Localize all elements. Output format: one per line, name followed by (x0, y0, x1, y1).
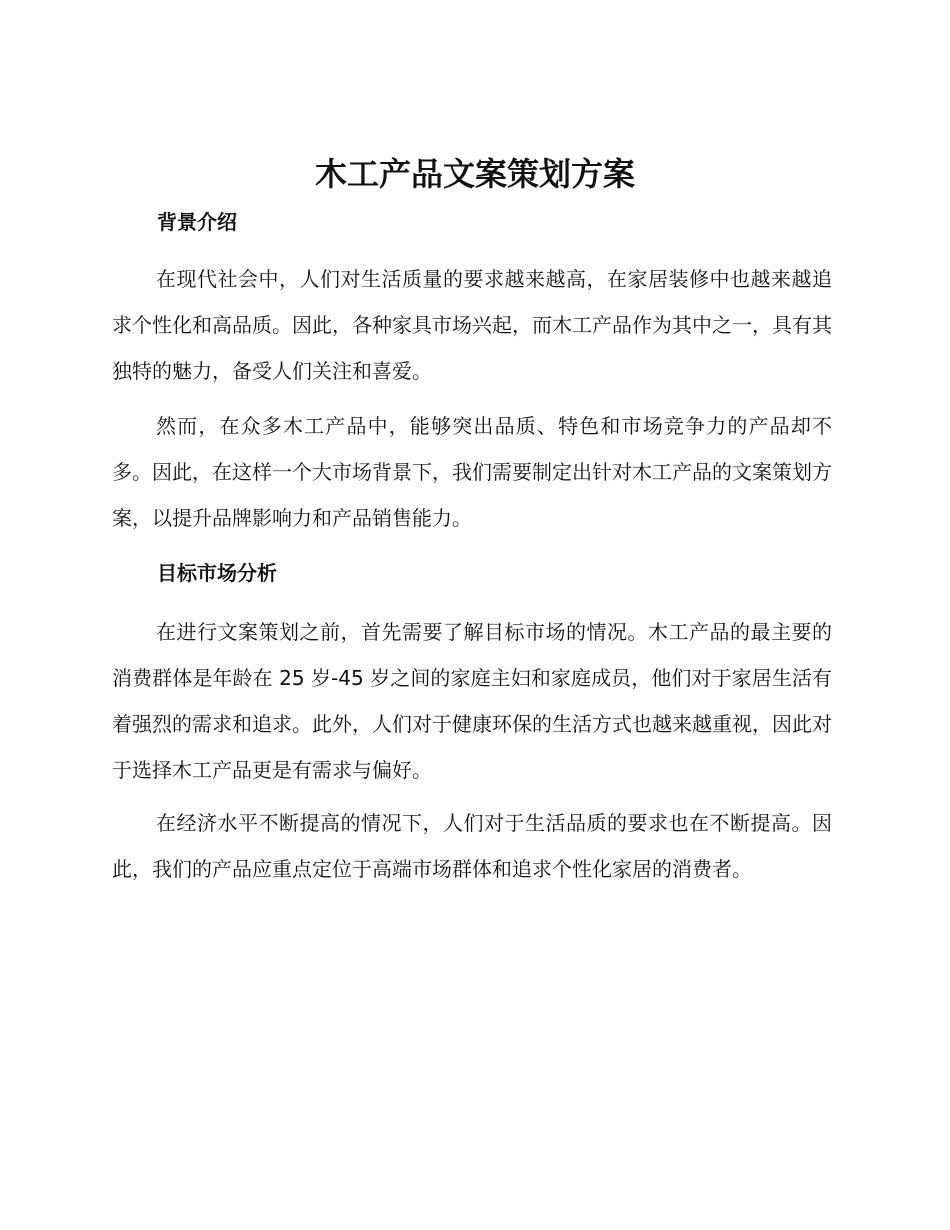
document-title: 木工产品文案策划方案 (314, 155, 635, 193)
paragraph-market-2: 在经济水平不断提高的情况下，人们对于生活品质的要求也在不断提高。因此，我们的产品应重点定位于高端市场群体和追求个性化家居的消费者。 (112, 811, 832, 881)
paragraph-market-1: 在进行文案策划之前，首先需要了解目标市场的情况。木工产品的最主要的消费群体是年龄在 25 岁-45 岁之间的家庭主妇和家庭成员，他们对于家居生活有着强烈的需求和追求。此外，人们对于健康环保的生活方式也越来越重视，因此对于选择木工产品更是有需求与偏好。 (112, 620, 832, 782)
paragraph-background-1: 在现代社会中，人们对生活质量的要求越来越高，在家居装修中也越来越追求个性化和高品质。因此，各种家具市场兴起，而木工产品作为其中之一，具有其独特的魅力，备受人们关注和喜爱。 (112, 267, 832, 383)
section-heading-market: 目标市场分析 (157, 561, 277, 585)
paragraph-background-2: 然而，在众多木工产品中，能够突出品质、特色和市场竞争力的产品却不多。因此，在这样一个大市场背景下，我们需要制定出针对木工产品的文案策划方案，以提升品牌影响力和产品销售能力。 (112, 414, 832, 530)
section-heading-background: 背景介绍 (157, 210, 237, 234)
